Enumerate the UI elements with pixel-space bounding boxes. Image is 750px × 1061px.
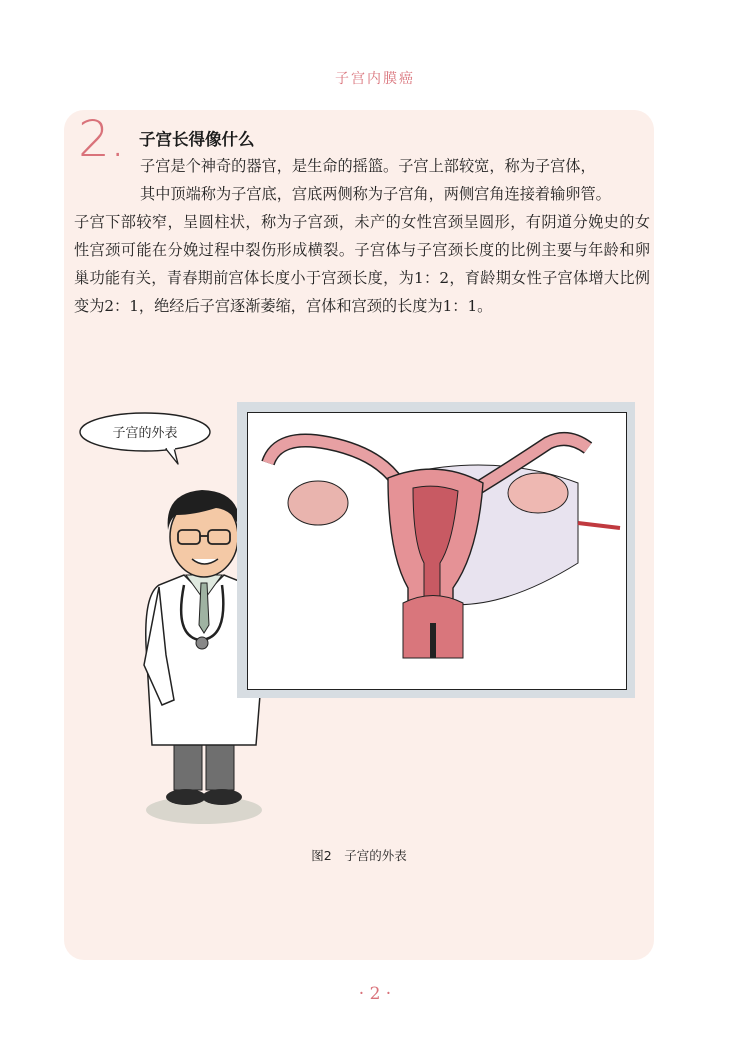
section-number: 2. xyxy=(78,110,126,168)
body-line-2: 其中顶端称为子宫底，宫底两侧称为子宫角，两侧宫角连接着输卵管。 xyxy=(140,185,611,203)
body-line-1: 子宫是个神奇的器官，是生命的摇篮。子宫上部较宽，称为子宫体， xyxy=(140,157,596,175)
figure-caption: 图2 子宫的外表 xyxy=(311,848,407,863)
section-title: 子宫长得像什么 xyxy=(139,130,255,149)
figure-frame xyxy=(237,402,635,698)
speech-bubble xyxy=(78,412,212,452)
uterus-illustration xyxy=(248,413,626,689)
body-rest: 子宫下部较窄，呈圆柱状，称为子宫颈，未产的女性宫颈呈圆形，有阴道分娩史的女性宫颈可能在分娩过程中裂伤形成横裂。子宫体与子宫颈长度的比例主要与年龄和卵巢功能有关，青春期前宫体长度小于宫颈长度，为1：2，育龄期女性子宫体增大比例变为2：1，绝经后子宫逐渐萎缩，宫体和宫颈的长度为1：1。 xyxy=(74,213,650,315)
running-head: 子宫内膜癌 xyxy=(335,71,415,87)
page-number: · 2 · xyxy=(358,984,392,1004)
figure-image xyxy=(247,412,627,690)
content-panel xyxy=(64,110,654,960)
speech-bubble-text: 子宫的外表 xyxy=(112,426,178,441)
body-paragraph xyxy=(74,152,650,320)
